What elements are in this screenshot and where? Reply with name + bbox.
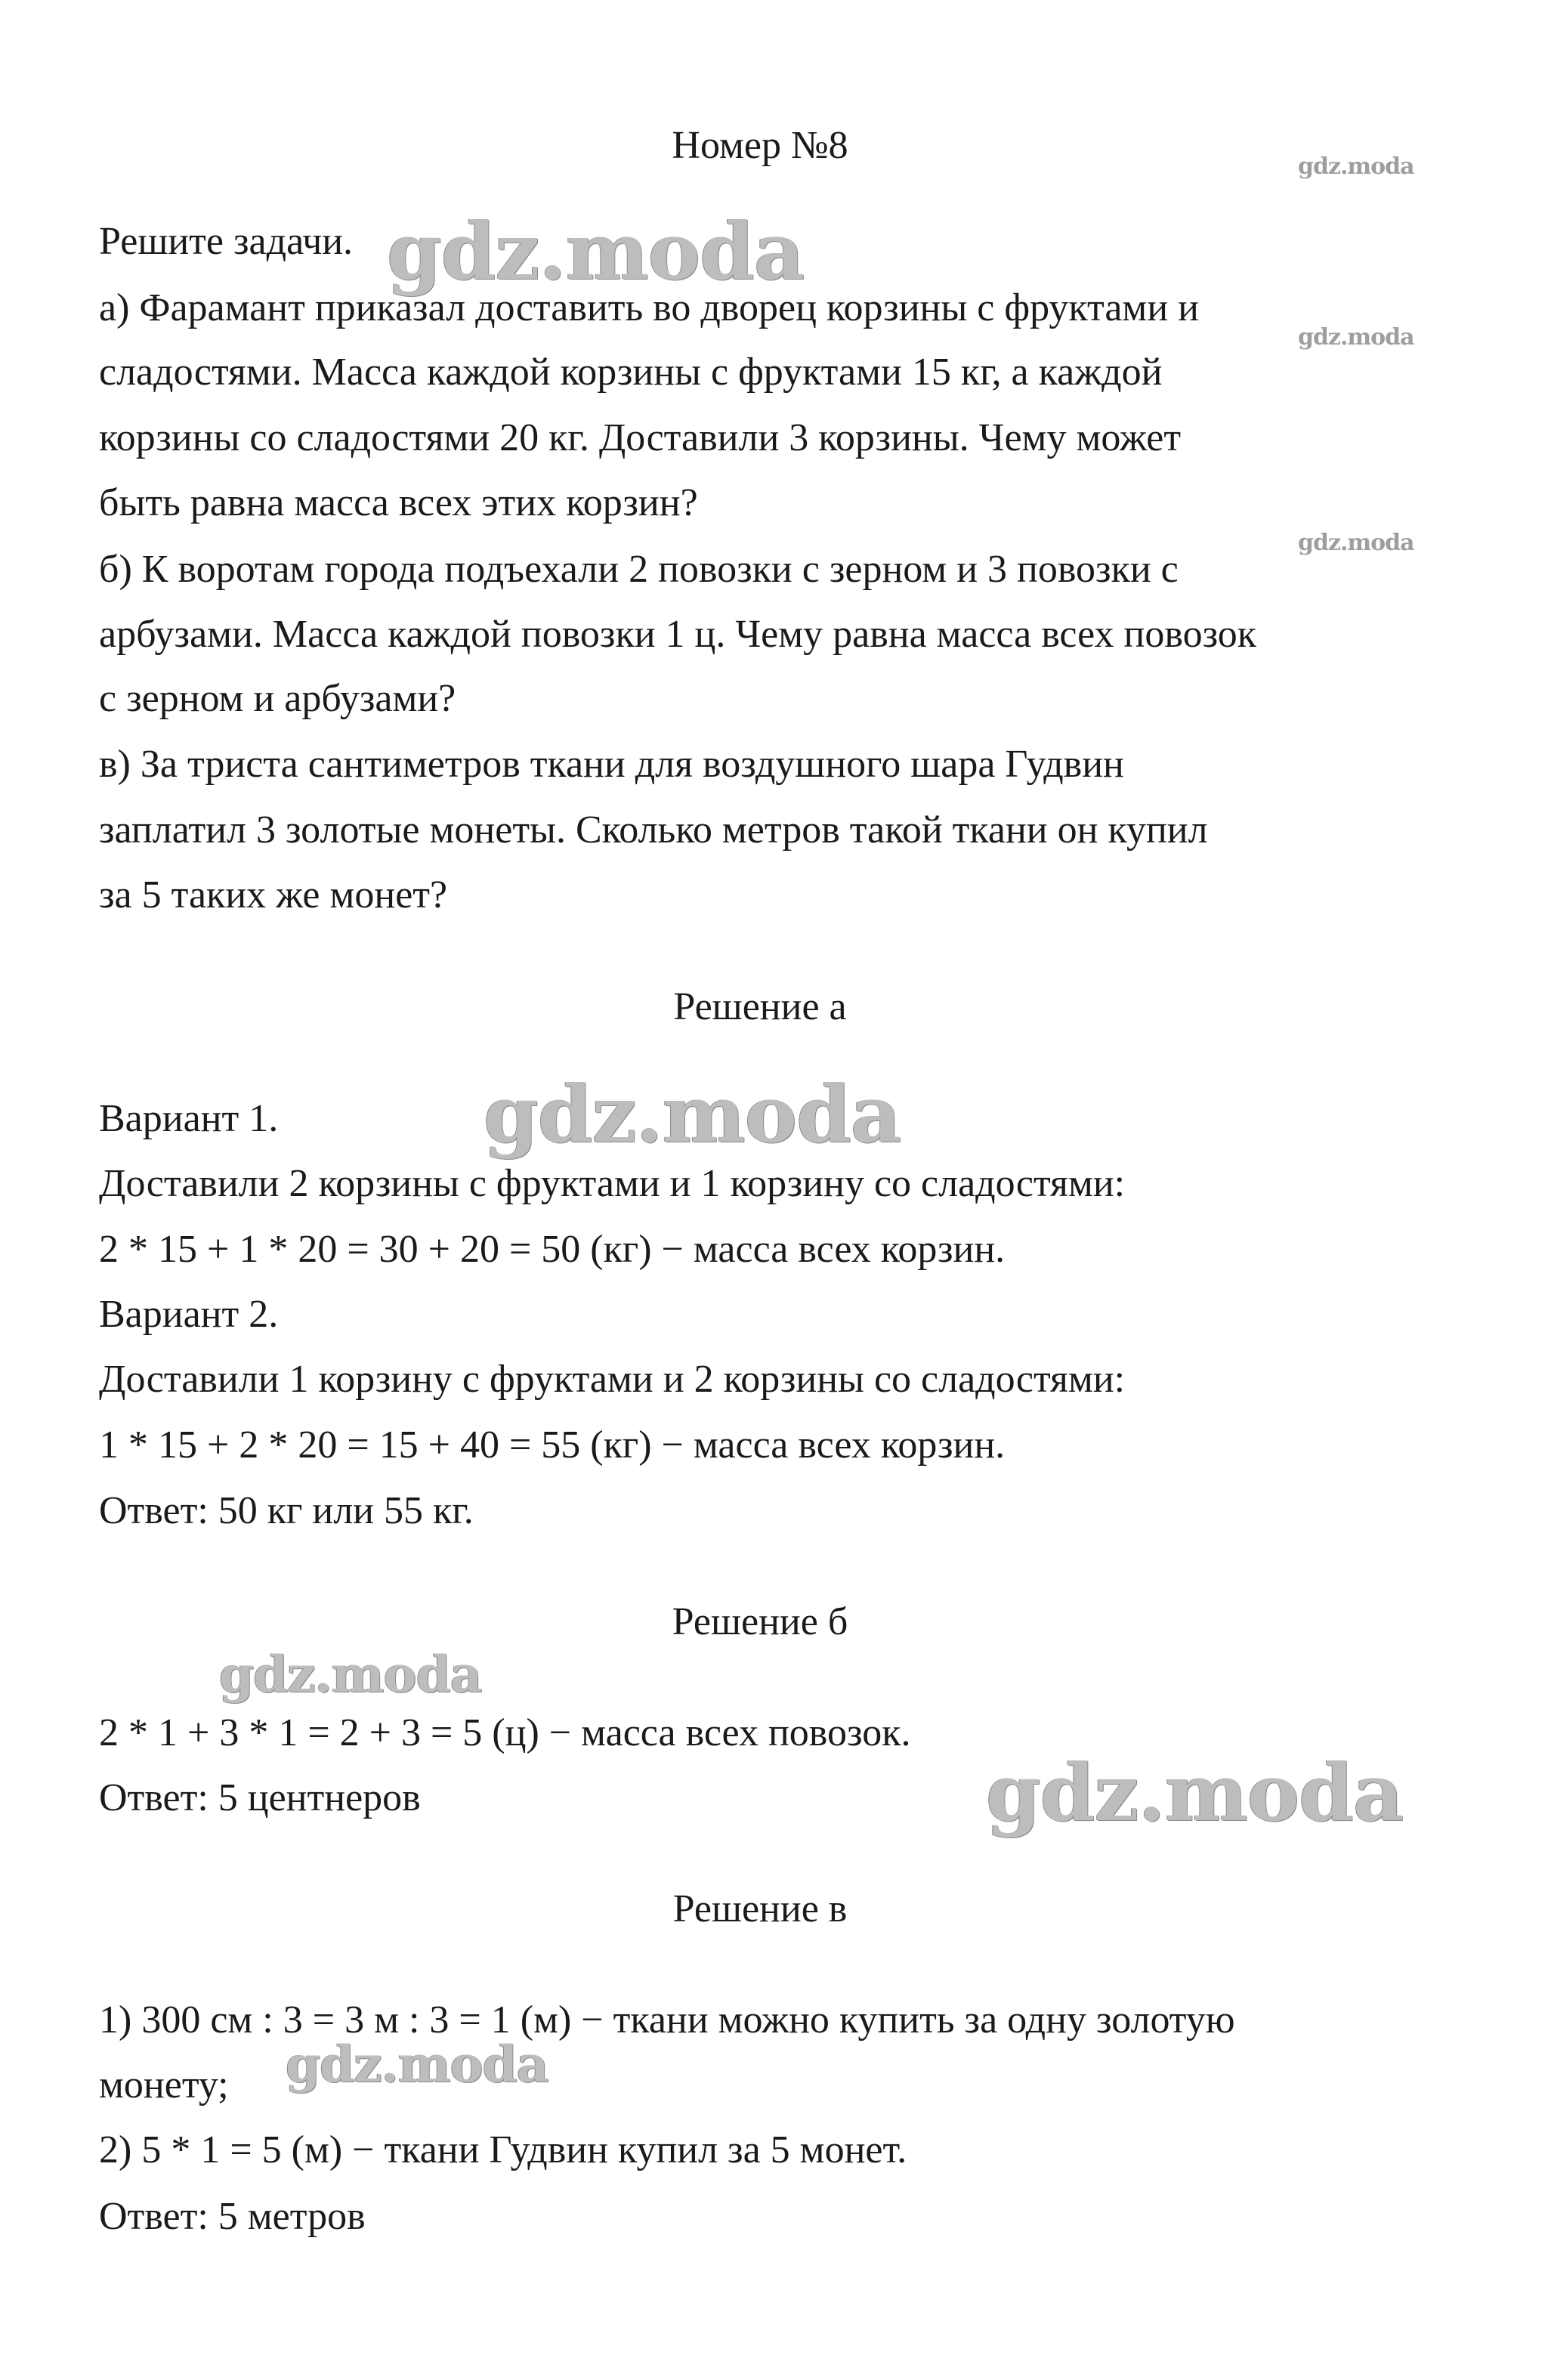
solution-c-line: Ответ: 5 метров — [99, 2195, 366, 2238]
page-title: Номер №8 — [672, 124, 848, 167]
task-line: с зерном и арбузами? — [99, 677, 456, 720]
solution-a-line: Вариант 2. — [99, 1293, 279, 1336]
solution-c-line: 2) 5 * 1 = 5 (м) − ткани Гудвин купил за 5 монет. — [99, 2128, 907, 2171]
watermark: gdz.moda — [986, 1746, 1404, 1839]
task-line: за 5 таких же монет? — [99, 873, 448, 916]
solution-c-line: 1) 300 см : 3 = 3 м : 3 = 1 (м) − ткани можно купить за одну золотую — [99, 1998, 1235, 2042]
task-line: б) К воротам города подъехали 2 повозки с зерном и 3 повозки с — [99, 548, 1179, 591]
task-line: а) Фарамант приказал доставить во дворец корзины с фруктами и — [99, 286, 1199, 329]
solution-c-heading: Решение в — [672, 1887, 848, 1930]
solution-a-line: Вариант 1. — [99, 1097, 279, 1140]
watermark: gdz.moda — [387, 205, 805, 298]
task-line: заплатил 3 золотые монеты. Сколько метров такой ткани он купил — [99, 808, 1208, 852]
task-line: быть равна масса всех этих корзин? — [99, 481, 698, 524]
solution-c-line: монету; — [99, 2063, 229, 2106]
solution-a-line: 2 * 15 + 1 * 20 = 30 + 20 = 50 (кг) − масса всех корзин. — [99, 1228, 1006, 1271]
solution-a-line: 1 * 15 + 2 * 20 = 15 + 40 = 55 (кг) − масса всех корзин. — [99, 1423, 1006, 1467]
solution-a-heading: Решение а — [673, 985, 847, 1028]
solution-a-line: Доставили 1 корзину с фруктами и 2 корзины со сладостями: — [99, 1358, 1126, 1401]
task-line: арбузами. Масса каждой повозки 1 ц. Чему равна масса всех повозок — [99, 613, 1257, 656]
watermark: gdz.moda — [286, 2035, 548, 2094]
solution-b-line: Ответ: 5 центнеров — [99, 1776, 421, 1819]
solution-b-line: 2 * 1 + 3 * 1 = 2 + 3 = 5 (ц) − масса всех повозок. — [99, 1711, 911, 1754]
solution-a-line: Ответ: 50 кг или 55 кг. — [99, 1489, 474, 1532]
watermark: gdz.moda — [219, 1645, 482, 1704]
watermark: gdz.moda — [1298, 324, 1414, 351]
task-line: в) За триста сантиметров ткани для воздушного шара Гудвин — [99, 743, 1124, 786]
solution-b-heading: Решение б — [672, 1600, 848, 1643]
solution-a-line: Доставили 2 корзины с фруктами и 1 корзину со сладостями: — [99, 1162, 1126, 1205]
watermark: gdz.moda — [1298, 530, 1414, 556]
task-intro: Решите задачи. — [99, 220, 354, 263]
watermark: gdz.moda — [484, 1068, 901, 1161]
watermark: gdz.moda — [1298, 153, 1414, 180]
task-line: сладостями. Масса каждой корзины с фруктами 15 кг, а каждой — [99, 351, 1163, 394]
task-line: корзины со сладостями 20 кг. Доставили 3 корзины. Чему может — [99, 416, 1182, 459]
